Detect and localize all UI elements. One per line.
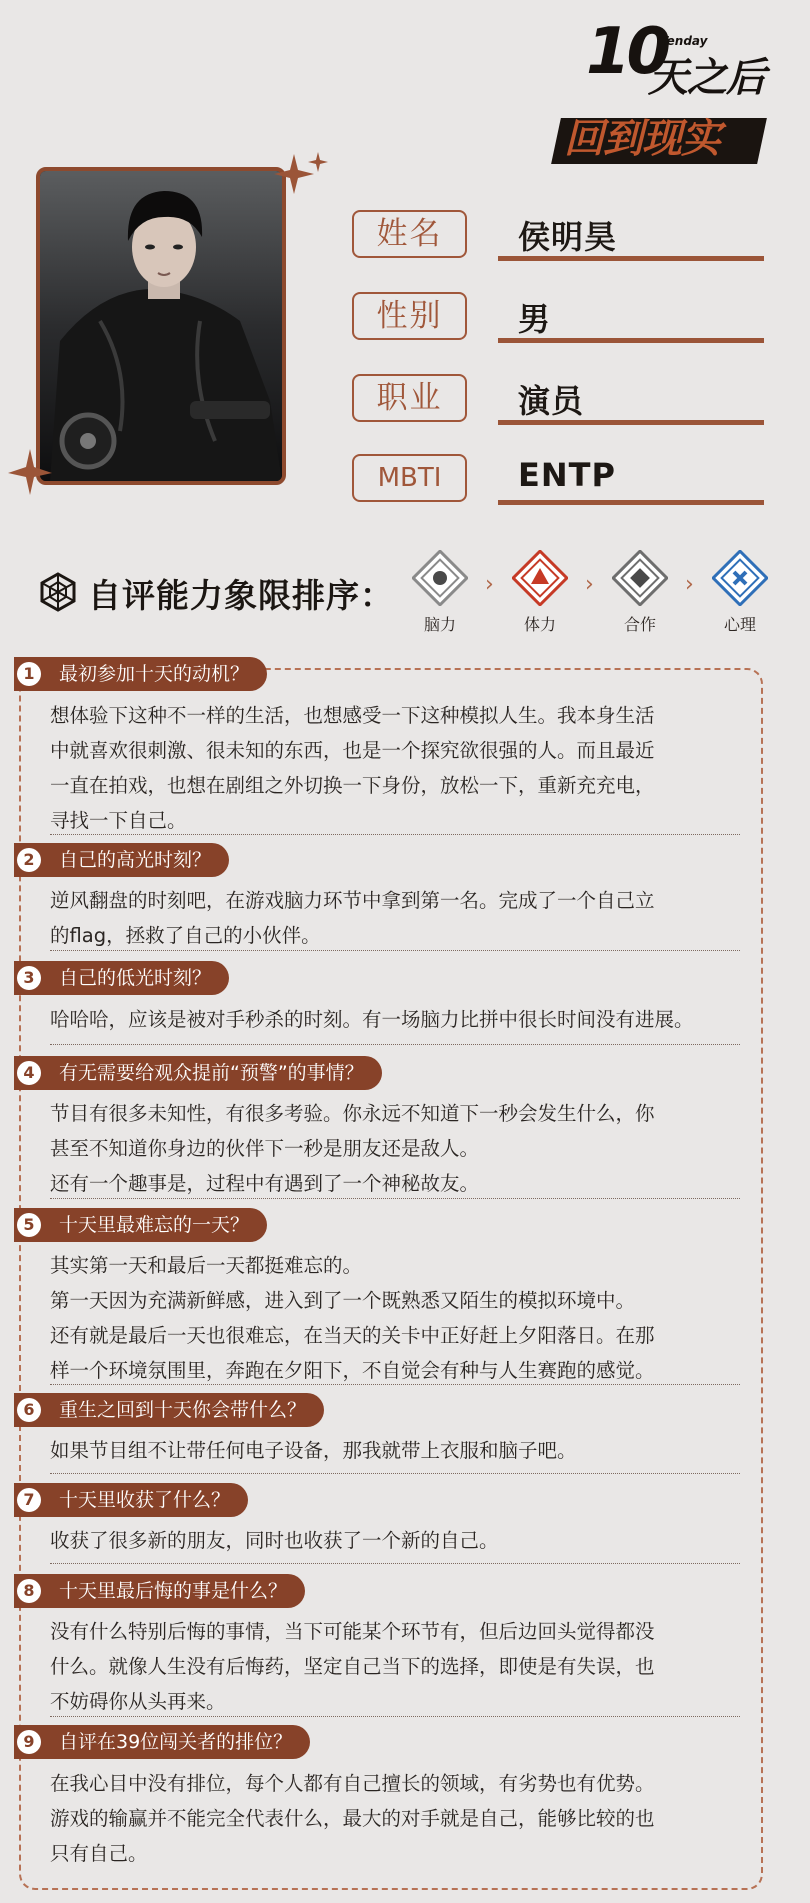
separator — [50, 1563, 740, 1564]
mbti-label: MBTI — [352, 454, 467, 502]
answer-line: 节目有很多未知性，有很多考验。你永远不知道下一秒会发生什么，你 — [50, 1102, 655, 1125]
question-4 — [14, 1056, 382, 1090]
answer-4 — [50, 1096, 740, 1201]
answer-line: 第一天因为充满新鲜感，进入到了一个既熟悉又陌生的模拟环境中。 — [50, 1289, 636, 1312]
underline — [498, 420, 764, 425]
question-text: 自己的低光时刻？ — [59, 967, 212, 989]
stamina-quadrant-icon — [512, 550, 568, 606]
profile-row-occupation — [352, 374, 766, 430]
separator — [50, 1716, 740, 1717]
occupation-label: 职业 — [352, 374, 467, 422]
ability-label: 脑力 — [423, 615, 456, 634]
logo-line1: 天之后 — [648, 55, 765, 101]
question-number: 7 — [17, 1488, 41, 1512]
chevron-right-icon: › — [685, 572, 694, 597]
chevron-right-icon: › — [485, 572, 494, 597]
profile-row-mbti — [352, 454, 766, 510]
question-3 — [14, 961, 229, 995]
question-number: 9 — [17, 1730, 41, 1754]
question-number: 3 — [17, 966, 41, 990]
portrait-illustration — [40, 171, 282, 481]
question-text: 十天里最难忘的一天？ — [59, 1214, 250, 1236]
question-2 — [14, 843, 229, 877]
mbti-value: ENTP — [518, 456, 616, 494]
ability-stamina — [500, 550, 580, 635]
chevron-right-icon: › — [585, 572, 594, 597]
hexagon-quadrant-icon — [38, 572, 78, 612]
ability-label: 心理 — [723, 615, 756, 634]
question-8 — [14, 1574, 305, 1608]
separator — [50, 1198, 740, 1199]
answer-line: 还有就是最后一天也很难忘，在当天的关卡中正好赶上夕阳落日。在那 — [50, 1324, 655, 1347]
ability-cooperation — [600, 550, 680, 635]
ability-label: 合作 — [623, 615, 656, 634]
answer-line: 其实第一天和最后一天都挺难忘的。 — [50, 1254, 363, 1277]
question-5 — [14, 1208, 267, 1242]
answer-line: 的flag，拯救了自己的小伙伴。 — [50, 924, 321, 947]
question-9 — [14, 1725, 310, 1759]
name-value: 侯明昊 — [518, 218, 618, 256]
question-6 — [14, 1393, 324, 1427]
separator — [50, 1044, 740, 1045]
logo-line2: 回到现实 — [564, 116, 720, 162]
answer-line: 只有自己。 — [50, 1842, 148, 1865]
answer-line: 哈哈哈，应该是被对手秒杀的时刻。有一场脑力比拼中很长时间没有进展。 — [50, 1008, 694, 1031]
show-logo — [556, 15, 796, 170]
logo-number: 10 — [586, 15, 668, 89]
logo-tenday: Tenday — [660, 34, 708, 48]
separator — [50, 950, 740, 951]
answer-9 — [50, 1766, 740, 1871]
question-text: 自评在39位闯关者的排位？ — [59, 1731, 293, 1753]
cooperation-quadrant-icon — [612, 550, 668, 606]
underline — [498, 500, 764, 505]
answer-6 — [50, 1433, 740, 1468]
separator — [50, 834, 740, 835]
question-text: 十天里收获了什么？ — [59, 1489, 231, 1511]
question-text: 十天里最后悔的事是什么？ — [59, 1580, 288, 1602]
question-1 — [14, 657, 267, 691]
answer-line: 中就喜欢很刺激、很未知的东西，也是一个探究欲很强的人。而且最近 — [50, 739, 655, 762]
answer-line: 不妨碍你从头再来。 — [50, 1690, 226, 1713]
answer-5 — [50, 1248, 740, 1388]
ability-psychology — [700, 550, 780, 635]
separator — [50, 1473, 740, 1474]
ability-label: 体力 — [523, 615, 556, 634]
profile-row-gender — [352, 292, 766, 348]
profile-photo — [36, 167, 286, 485]
answer-3 — [50, 1002, 740, 1037]
profile-row-name — [352, 210, 766, 266]
question-number: 6 — [17, 1398, 41, 1422]
psychology-quadrant-icon — [712, 550, 768, 606]
question-text: 自己的高光时刻？ — [59, 849, 212, 871]
answer-line: 甚至不知道你身边的伙伴下一秒是朋友还是敌人。 — [50, 1137, 480, 1160]
underline — [498, 256, 764, 261]
answer-2 — [50, 883, 740, 953]
question-number: 1 — [17, 662, 41, 686]
question-number: 5 — [17, 1213, 41, 1237]
answer-line: 样一个环境氛围里，奔跑在夕阳下，不自觉会有种与人生赛跑的感觉。 — [50, 1359, 655, 1382]
answer-8 — [50, 1614, 740, 1719]
question-text: 最初参加十天的动机？ — [59, 663, 250, 685]
answer-line: 没有什么特别后悔的事情，当下可能某个环节有，但后边回头觉得都没 — [50, 1620, 655, 1643]
answer-1 — [50, 698, 740, 838]
occupation-value: 演员 — [518, 382, 585, 420]
answer-line: 逆风翻盘的时刻吧，在游戏脑力环节中拿到第一名。完成了一个自己立 — [50, 889, 655, 912]
sparkle-icon — [270, 150, 334, 214]
question-number: 2 — [17, 848, 41, 872]
question-text: 重生之回到十天你会带什么？ — [59, 1399, 307, 1421]
sparkle-icon-small — [2, 445, 58, 501]
answer-line: 如果节目组不让带任何电子设备，那我就带上衣服和脑子吧。 — [50, 1439, 577, 1462]
gender-label: 性别 — [352, 292, 467, 340]
underline — [498, 338, 764, 343]
answer-line: 一直在拍戏，也想在剧组之外切换一下身份，放松一下，重新充充电， — [50, 774, 655, 797]
answer-line: 游戏的输赢并不能完全代表什么，最大的对手就是自己，能够比较的也 — [50, 1807, 655, 1830]
separator — [50, 1384, 740, 1385]
question-text: 有无需要给观众提前“预警”的事情？ — [59, 1062, 364, 1084]
answer-line: 还有一个趣事是，过程中有遇到了一个神秘故友。 — [50, 1172, 480, 1195]
question-7 — [14, 1483, 248, 1517]
answer-line: 什么。就像人生没有后悔药，坚定自己当下的选择，即使是有失误，也 — [50, 1655, 655, 1678]
brain-quadrant-icon — [412, 550, 468, 606]
ranking-title: 自评能力象限排序： — [88, 576, 394, 615]
answer-line: 想体验下这种不一样的生活，也想感受一下这种模拟人生。我本身生活 — [50, 704, 655, 727]
answer-line: 收获了很多新的朋友，同时也收获了一个新的自己。 — [50, 1529, 499, 1552]
gender-value: 男 — [518, 300, 552, 338]
answer-line: 在我心目中没有排位，每个人都有自己擅长的领域，有劣势也有优势。 — [50, 1772, 655, 1795]
answer-7 — [50, 1523, 740, 1558]
question-number: 4 — [17, 1061, 41, 1085]
ability-brain — [400, 550, 480, 635]
answer-line: 寻找一下自己。 — [50, 809, 187, 832]
name-label: 姓名 — [352, 210, 467, 258]
question-number: 8 — [17, 1579, 41, 1603]
